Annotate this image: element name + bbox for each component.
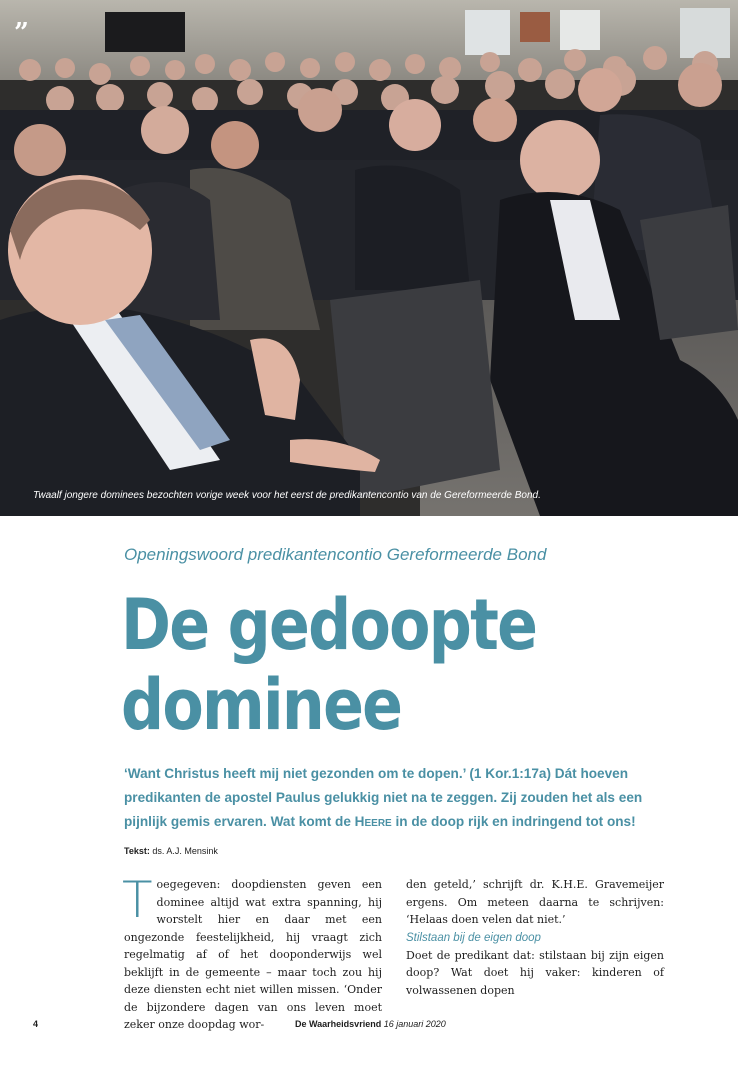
footer-magazine — [295, 1019, 446, 1029]
body-paragraph: den geteld,’ schrijft dr. K.H.E. Gravemeijer ergens. Om meteen daarna te schrijven: ‘Helaas doen velen dat niet.’ — [406, 878, 664, 926]
lead-text-1: ‘Want Christus heeft mij niet gezonden om te dopen.’ (1 Kor.1:17a) Dát hoeven predikanten de apostel Paulus gelukkig niet na te zeggen. Zij zouden het als een pijnlijk gemis ervaren. Wat komt de — [124, 766, 643, 829]
magazine-name: De Waarheidsvriend — [295, 1019, 382, 1029]
quote-mark-icon: ” — [14, 18, 29, 48]
body-paragraph: Doet de predikant dat: stilstaan bij zijn eigen doop? Wat doet hij vaker: kinderen of volwassenen dopen — [406, 948, 664, 997]
body-paragraph — [122, 871, 382, 1034]
wall-screen — [105, 12, 185, 52]
window — [680, 8, 730, 58]
article-lead — [124, 762, 684, 834]
drop-cap: T — [122, 871, 153, 929]
article-kicker: Openingswoord predikantencontio Gereformeerde Bond — [124, 545, 547, 564]
body-column-2 — [406, 876, 664, 999]
page-number: 4 — [33, 1019, 39, 1029]
photo-caption: Twaalf jongere dominees bezochten vorige week voor het eerst de predikantencontio van de Gereformeerde Bond. — [33, 490, 541, 501]
headline-line-1: De gedoopte — [121, 584, 537, 666]
issue-date: 16 januari 2020 — [383, 1019, 446, 1029]
byline-label: Tekst: — [124, 846, 150, 856]
byline — [124, 846, 218, 856]
section-subhead: Stilstaan bij de eigen doop — [406, 931, 541, 944]
headline-line-2: dominee — [121, 664, 402, 746]
byline-author: ds. A.J. Mensink — [152, 846, 218, 856]
body-column-1 — [122, 871, 382, 1034]
article-headline — [121, 585, 536, 745]
audience-illustration — [0, 0, 738, 516]
lead-text-2: in de doop rijk en indringend tot ons! — [391, 814, 636, 829]
hero-photo — [0, 0, 738, 516]
window-frame — [520, 12, 550, 42]
lead-heere: Heere — [354, 814, 392, 829]
window — [560, 10, 600, 50]
body-text: oegegeven: doopdiensten geven een dominee altijd wat extra spanning, hij worstelt hier en daar met een ongezonde feestelijkheid, hij vraagt zich regelmatig af of het dooponderwijs wel beklijft in de gemeente – maar toch zou hij deze diensten echt niet willen missen. ‘Onder de bijzondere dagen van ons leven moet zeker onze doopdag wor- — [124, 878, 382, 1031]
window — [465, 10, 510, 55]
